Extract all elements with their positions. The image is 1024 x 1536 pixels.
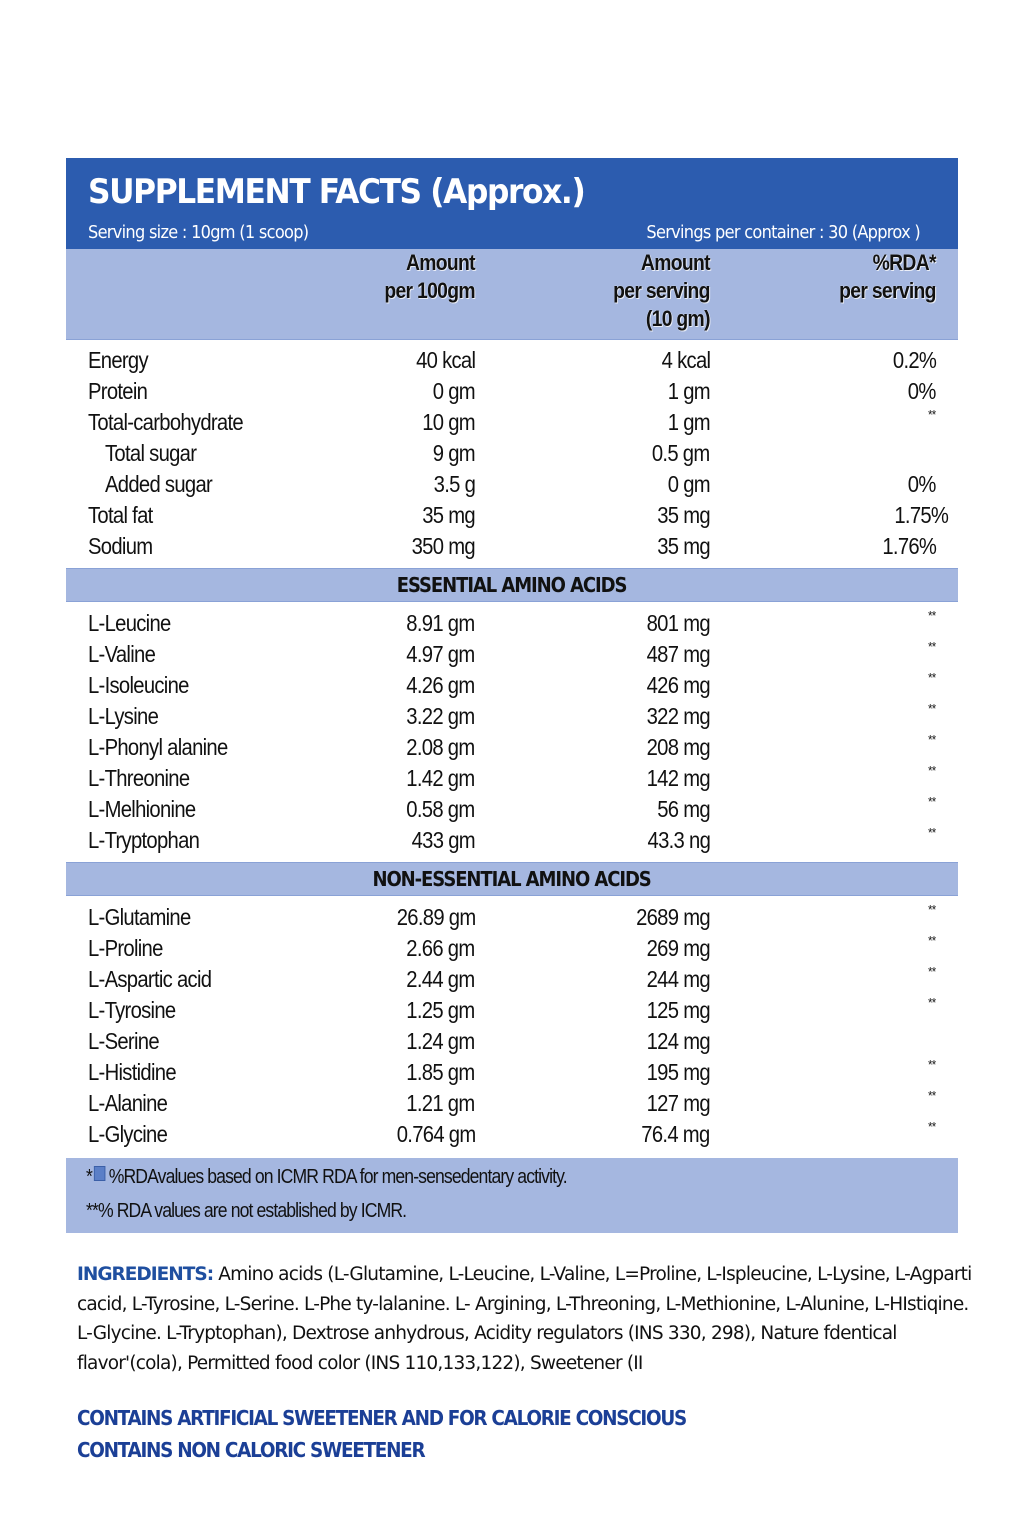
table-row: Energy 40 kcal 4 kcal 0.2% [88,347,936,373]
nutrient-rows [66,340,958,562]
table-row: Total fat 35 mg 35 mg 1.75% [88,502,948,528]
non-essential-amino-rows [66,902,958,1150]
column-headers [66,249,958,340]
title-bar [66,158,958,249]
table-row: L-Aspartic acid 2.44 gm 244 mg ** [88,964,936,992]
table-row: L-Tryptophan 433 gm 43.3 ng ** [88,825,936,853]
info-icon [94,1166,105,1181]
essential-amino-rows [66,608,958,856]
servings-per-container: Servings per container : 30 (Approx ) [646,222,920,243]
table-row: L-Melhionine 0.58 gm 56 mg ** [88,794,936,822]
table-row: Total sugar 9 gm 0.5 gm [105,440,710,466]
column-header-rda: %RDA* per serving [839,250,936,303]
table-row: Added sugar 3.5 g 0 gm 0% [105,471,936,497]
footnote-rda-not-established: **% RDA values are not established by ICMR. [86,1200,407,1222]
ingredients-text [77,1260,987,1378]
table-row: L-Serine 1.24 gm 124 mg [88,1028,710,1054]
table-row: L-Alanine 1.21 gm 127 mg ** [88,1088,936,1116]
table-row: L-Proline 2.66 gm 269 mg ** [88,933,936,961]
panel-title: SUPPLEMENT FACTS (Approx.) [88,172,585,212]
table-row: L-Glutamine 26.89 gm 2689 mg ** [88,902,936,930]
essential-amino-acids-header: ESSENTIAL AMINO ACIDS [66,568,958,602]
non-essential-amino-acids-header: NON-ESSENTIAL AMINO ACIDS [66,862,958,896]
rda-footnotes [66,1158,958,1233]
table-row: L-Leucine 8.91 gm 801 mg ** [88,608,936,636]
column-header-per-serving: Amount per serving (10 gm) [613,250,710,331]
column-header-per-100gm: Amount per 100gm [384,250,475,303]
table-row: L-Isoleucine 4.26 gm 426 mg ** [88,670,936,698]
supplement-facts-panel [66,158,958,1233]
table-row: L-Lysine 3.22 gm 322 mg ** [88,701,936,729]
warning-non-caloric-sweetener: CONTAINS NON CALORIC SWEETENER [77,1438,425,1462]
table-row: L-Threonine 1.42 gm 142 mg ** [88,763,936,791]
table-row: L-Phonyl alanine 2.08 gm 208 mg ** [88,732,936,760]
table-row: Protein 0 gm 1 gm 0% [88,378,936,404]
ingredients-list: Amino acids (L-Glutamine, L-Leucine, L-Valine, L=Proline, L-Ispleucine, L-Lysine, L-Agparti cacid, L-Tyrosine, L-Serine. L-Phe ty-lalanine. L- Argining, L-Threoning, L-Methionine, L-Alunine, L-HIstiqine. L-Glycine. L-Tryptophan), Dextrose anhydrous, Acidity regulators (INS 330, 298), Nature fdentical flavor'(cola), Permitted food color (INS 110,133,122), Sweetener (II [77,1264,972,1374]
ingredients-label: INGREDIENTS: [77,1264,214,1285]
footnote-rda-basis: * %RDAvalues based on ICMR RDA for men-sensedentary activity. [86,1166,567,1188]
table-row: L-Glycine 0.764 gm 76.4 mg ** [88,1119,936,1147]
table-row: Total-carbohydrate 10 gm 1 gm ** [88,407,936,435]
serving-size: Serving size : 10gm (1 scoop) [88,222,309,243]
table-row: L-Tyrosine 1.25 gm 125 mg ** [88,995,936,1023]
table-row: L-Valine 4.97 gm 487 mg ** [88,639,936,667]
table-row: L-Histidine 1.85 gm 195 mg ** [88,1057,936,1085]
table-row: Sodium 350 mg 35 mg 1.76% [88,533,936,559]
warning-artificial-sweetener: CONTAINS ARTIFICIAL SWEETENER AND FOR CALORIE CONSCIOUS [77,1406,686,1430]
